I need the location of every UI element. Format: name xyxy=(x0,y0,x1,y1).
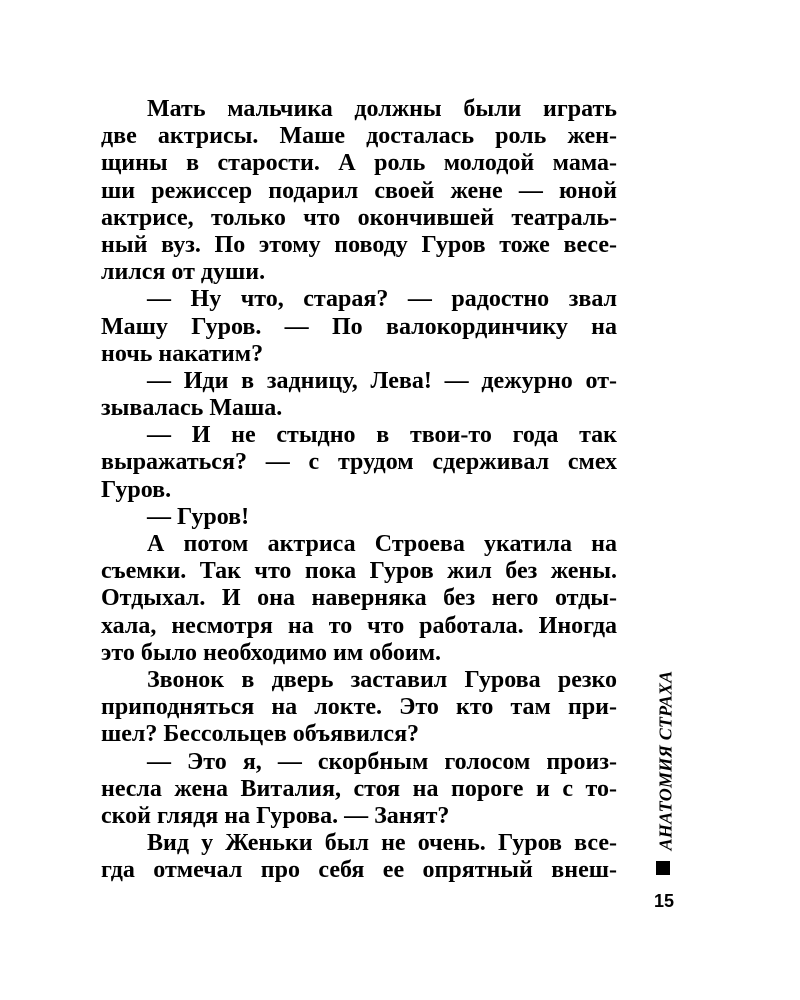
text-line: Вид у Женьки был не очень. Гуров все- xyxy=(147,830,617,857)
running-title-text: АНАТОМИЯ СТРАХА xyxy=(655,670,676,850)
text-line: это было необходимо им обоим. xyxy=(101,639,442,666)
text-line: Звонок в дверь заставил Гурова резко xyxy=(147,666,617,693)
text-line: — И не стыдно в твои-то года так xyxy=(147,422,617,449)
text-line: Мать мальчика должны были играть xyxy=(147,96,617,122)
text-line: А потом актриса Строева укатила на xyxy=(147,531,617,557)
text-line: ши режиссер подарил своей жене — юной xyxy=(101,177,617,204)
body-text xyxy=(101,96,617,884)
text-line: ночь накатим? xyxy=(101,340,264,367)
text-line: — Это я, — скорбным голосом произ- xyxy=(147,748,617,775)
text-line: выражаться? — с трудом сдерживал смех xyxy=(101,449,617,476)
page-number: 15 xyxy=(653,891,675,911)
text-line: — Иди в задницу, Лева! — дежурно от- xyxy=(147,367,617,394)
text-line: актрисе, только что окончившей театраль- xyxy=(101,204,617,231)
text-line: Гуров. xyxy=(101,476,172,503)
text-line: — Гуров! xyxy=(147,503,250,530)
text-line: лился от души. xyxy=(101,259,266,286)
text-line: зывалась Маша. xyxy=(101,395,283,422)
text-line: щины в старости. А роль молодой мама- xyxy=(101,150,617,177)
text-line: ской глядя на Гурова. — Занят? xyxy=(101,802,450,829)
running-title xyxy=(650,670,682,850)
text-line: Отдыхал. И она наверняка без него отды- xyxy=(101,585,617,612)
text-line: Машу Гуров. — По валокординчику на xyxy=(101,313,617,340)
square-marker-icon xyxy=(656,861,670,875)
text-line: приподняться на локте. Это кто там при- xyxy=(101,694,617,721)
text-line: хала, несмотря на то что работала. Иногда xyxy=(101,612,617,639)
text-line: съемки. Так что пока Гуров жил без жены. xyxy=(101,558,617,585)
text-line: ный вуз. По этому поводу Гуров тоже весе- xyxy=(101,231,617,258)
text-line: две актрисы. Маше досталась роль жен- xyxy=(101,123,617,150)
text-line: гда отмечал про себя ее опрятный внеш- xyxy=(101,857,617,884)
text-line: шел? Бессольцев объявился? xyxy=(101,721,420,748)
text-line: — Ну что, старая? — радостно звал xyxy=(147,286,617,313)
text-line: несла жена Виталия, стоя на пороге и с то- xyxy=(101,775,617,802)
